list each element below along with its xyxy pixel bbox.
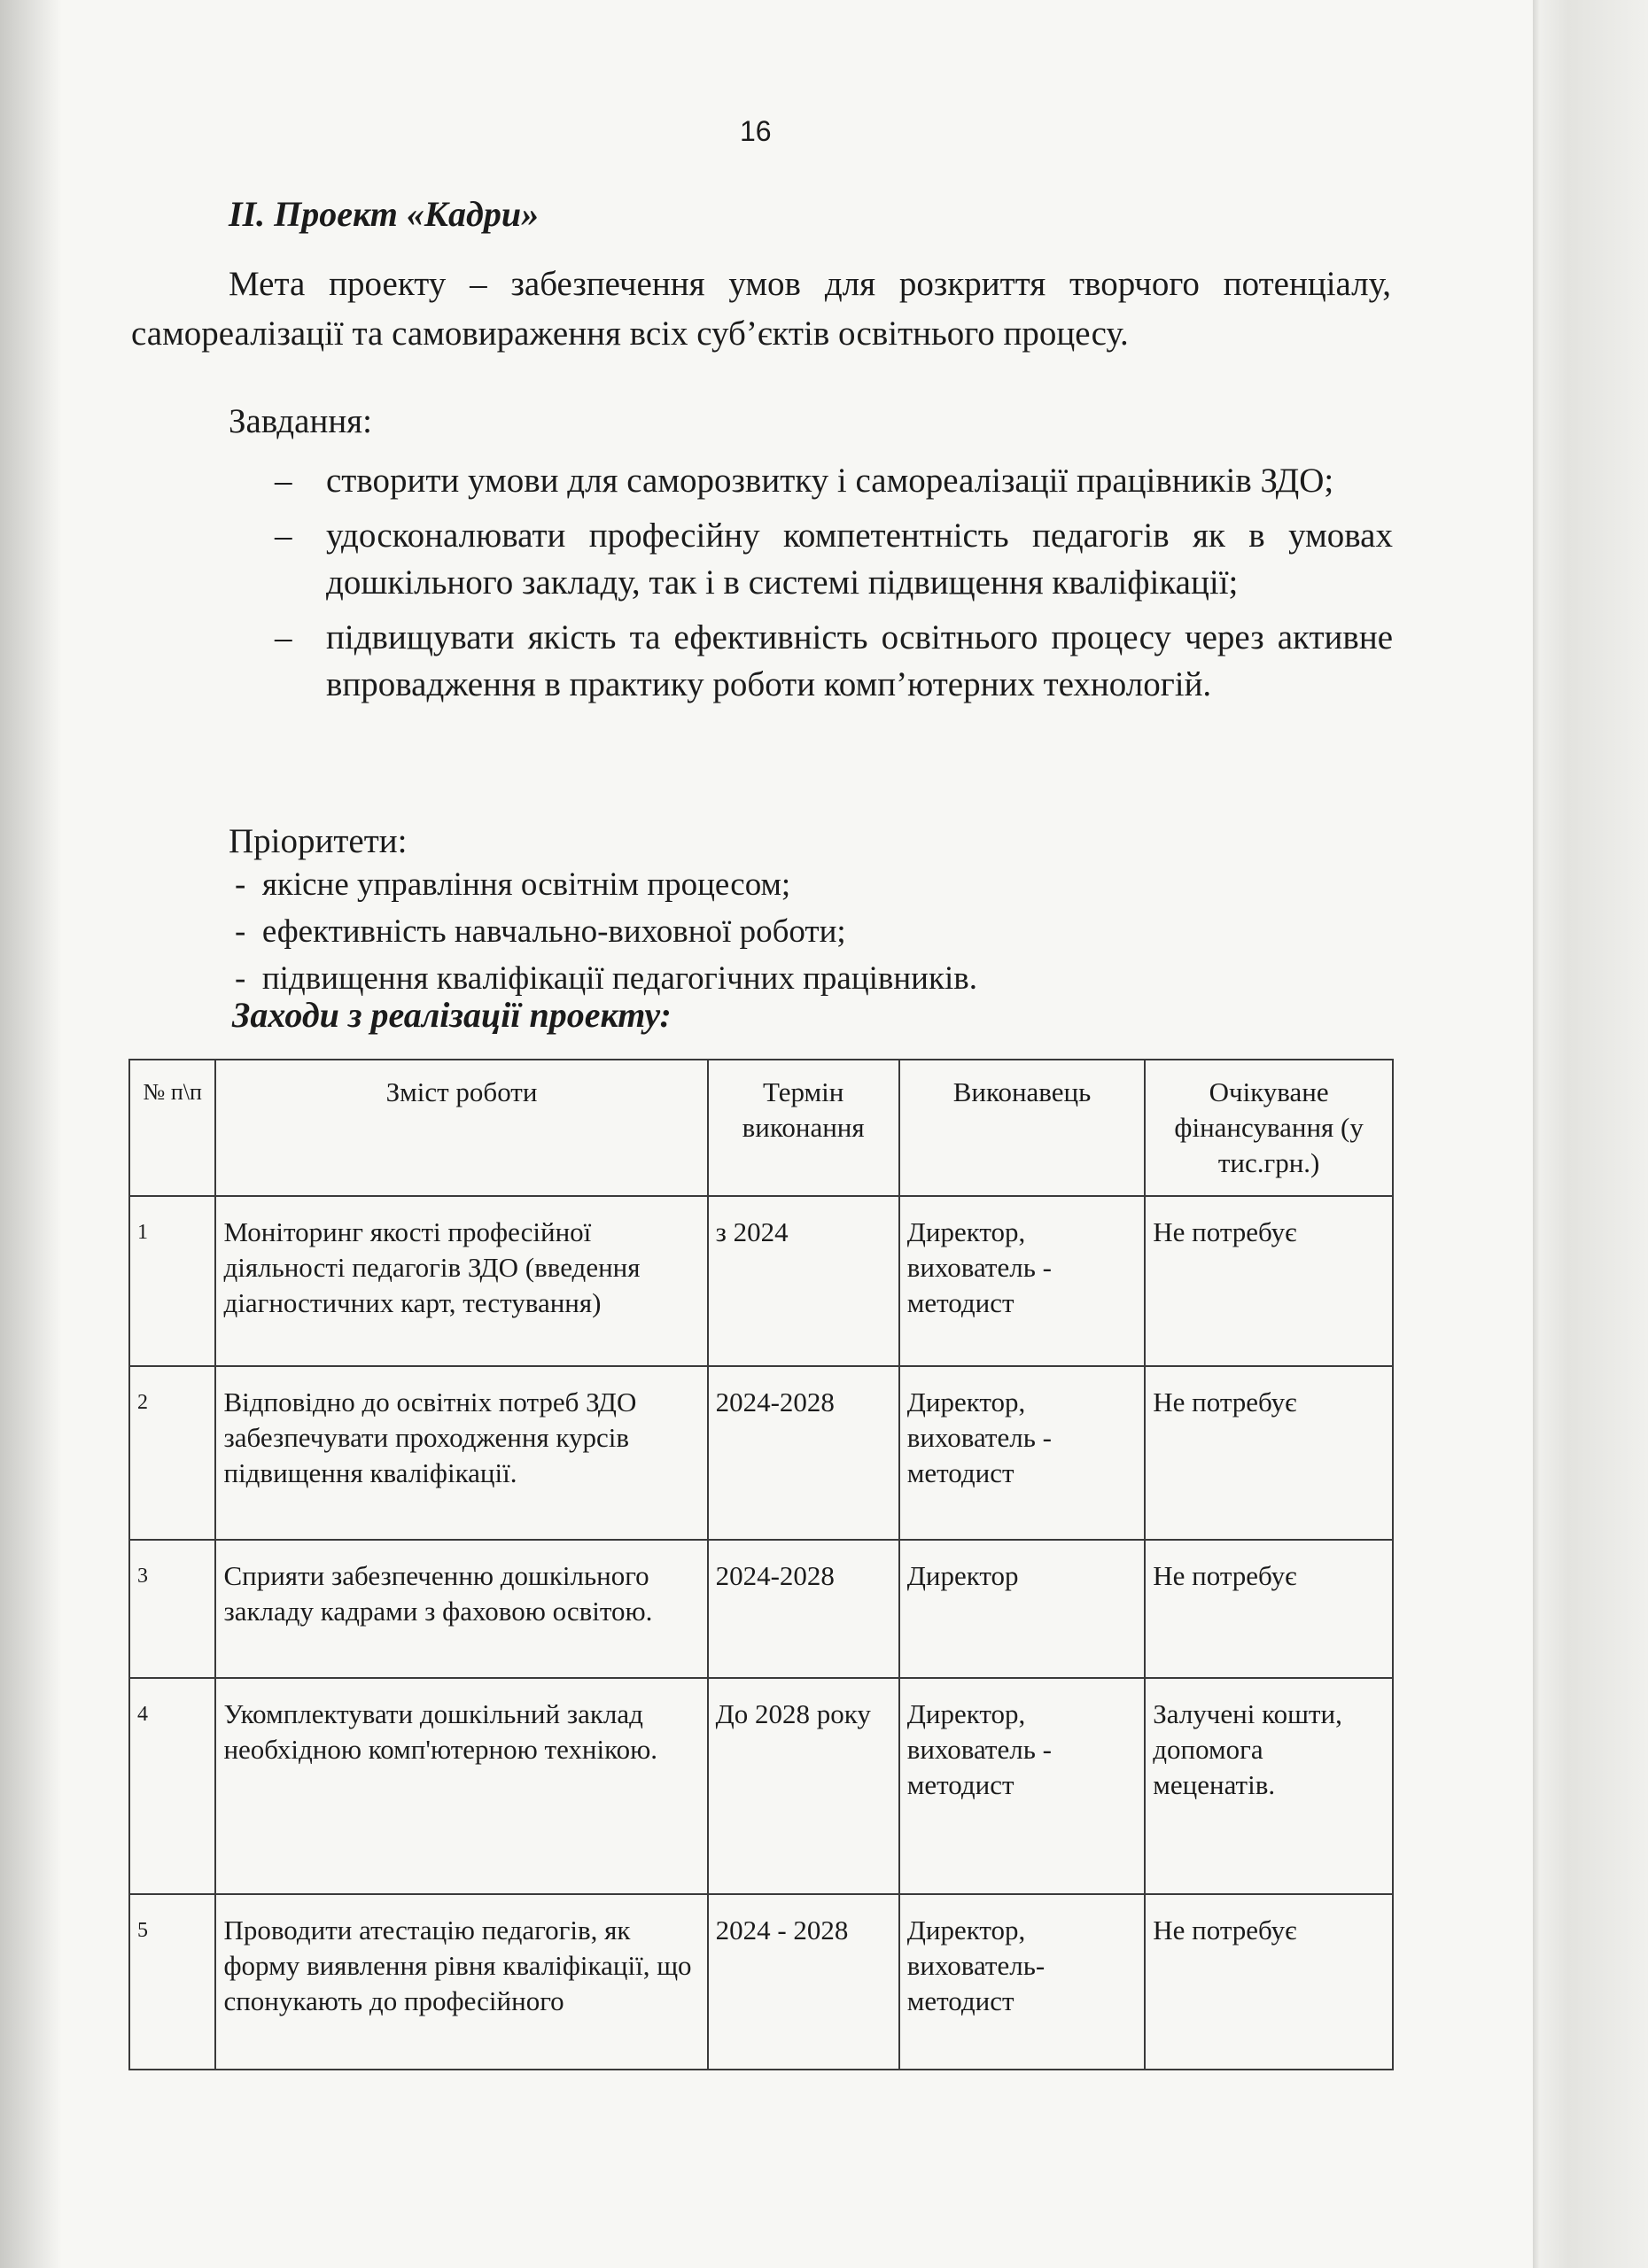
- row-work: Відповідно до освітніх потреб ЗДО забезпечувати проходження курсів підвищення кваліфікації.: [215, 1366, 707, 1540]
- task-item: – підвищувати якість та ефективність освітнього процесу через активне впровадження в практику роботи комп’ютерних технологій.: [275, 614, 1393, 708]
- row-term: 2024 - 2028: [708, 1894, 899, 2070]
- tasks-label: Завдання:: [229, 402, 372, 440]
- row-term: 2024-2028: [708, 1366, 899, 1540]
- row-num: 1: [129, 1196, 215, 1366]
- row-financing: Не потребує: [1145, 1196, 1393, 1366]
- table-row: [129, 1540, 1393, 1678]
- task-item: – створити умови для саморозвитку і самореалізації працівників ЗДО;: [275, 457, 1393, 504]
- row-financing: Не потребує: [1145, 1366, 1393, 1540]
- row-term: з 2024: [708, 1196, 899, 1366]
- measures-table: [128, 1059, 1394, 2070]
- project-purpose: Мета проекту – забезпечення умов для розкриття творчого потенціалу, самореалізації та самовираження всіх суб’єктів освітнього процесу.: [131, 265, 1391, 353]
- table-header-row: [129, 1060, 1393, 1196]
- task-item: – удосконалювати професійну компетентність педагогів як в умовах дошкільного закладу, так і в системі підвищення кваліфікації;: [275, 512, 1393, 606]
- binding-shadow: [0, 0, 62, 2268]
- header-executor: Виконавець: [899, 1060, 1146, 1196]
- row-executor: Директор, вихователь- методист: [899, 1894, 1146, 2070]
- row-term: 2024-2028: [708, 1540, 899, 1678]
- priority-item: - якісне управління освітнім процесом;: [235, 861, 977, 908]
- priority-item: - ефективність навчально-виховної роботи;: [235, 908, 977, 955]
- tasks-list: [275, 457, 1393, 716]
- table-row: [129, 1366, 1393, 1540]
- row-executor: Директор, вихователь - методист: [899, 1196, 1146, 1366]
- row-num: 4: [129, 1678, 215, 1894]
- row-executor: Директор: [899, 1540, 1146, 1678]
- page-edge: [1533, 0, 1648, 2268]
- page-number: 16: [740, 115, 772, 147]
- row-term: До 2028 року: [708, 1678, 899, 1894]
- row-num: 2: [129, 1366, 215, 1540]
- header-work: Зміст роботи: [215, 1060, 707, 1196]
- priority-item: - підвищення кваліфікації педагогічних працівників.: [235, 955, 977, 1002]
- row-executor: Директор, вихователь - методист: [899, 1366, 1146, 1540]
- row-work: Проводити атестацію педагогів, як форму виявлення рівня кваліфікації, що спонукають до професійного: [215, 1894, 707, 2070]
- priorities-label: Пріоритети:: [229, 822, 408, 860]
- row-num: 5: [129, 1894, 215, 2070]
- header-financing: Очікуване фінансування (у тис.грн.): [1145, 1060, 1393, 1196]
- row-work: Укомплектувати дошкільний заклад необхідною комп'ютерною технікою.: [215, 1678, 707, 1894]
- table-row: [129, 1196, 1393, 1366]
- table-row: [129, 1678, 1393, 1894]
- row-work: Моніторинг якості професійної діяльності педагогів ЗДО (введення діагностичних карт, тестування): [215, 1196, 707, 1366]
- row-financing: Не потребує: [1145, 1540, 1393, 1678]
- row-financing: Залучені кошти, допомога меценатів.: [1145, 1678, 1393, 1894]
- row-financing: Не потребує: [1145, 1894, 1393, 2070]
- section-title: ІІ. Проект «Кадри»: [229, 194, 540, 234]
- table-row: [129, 1894, 1393, 2070]
- row-executor: Директор, вихователь - методист: [899, 1678, 1146, 1894]
- header-term: Термін виконання: [708, 1060, 899, 1196]
- header-num: № п\п: [129, 1060, 215, 1196]
- measures-heading: Заходи з реалізації проекту:: [232, 995, 672, 1035]
- row-work: Сприяти забезпеченню дошкільного закладу кадрами з фаховою освітою.: [215, 1540, 707, 1678]
- row-num: 3: [129, 1540, 215, 1678]
- priorities-list: [235, 861, 977, 1002]
